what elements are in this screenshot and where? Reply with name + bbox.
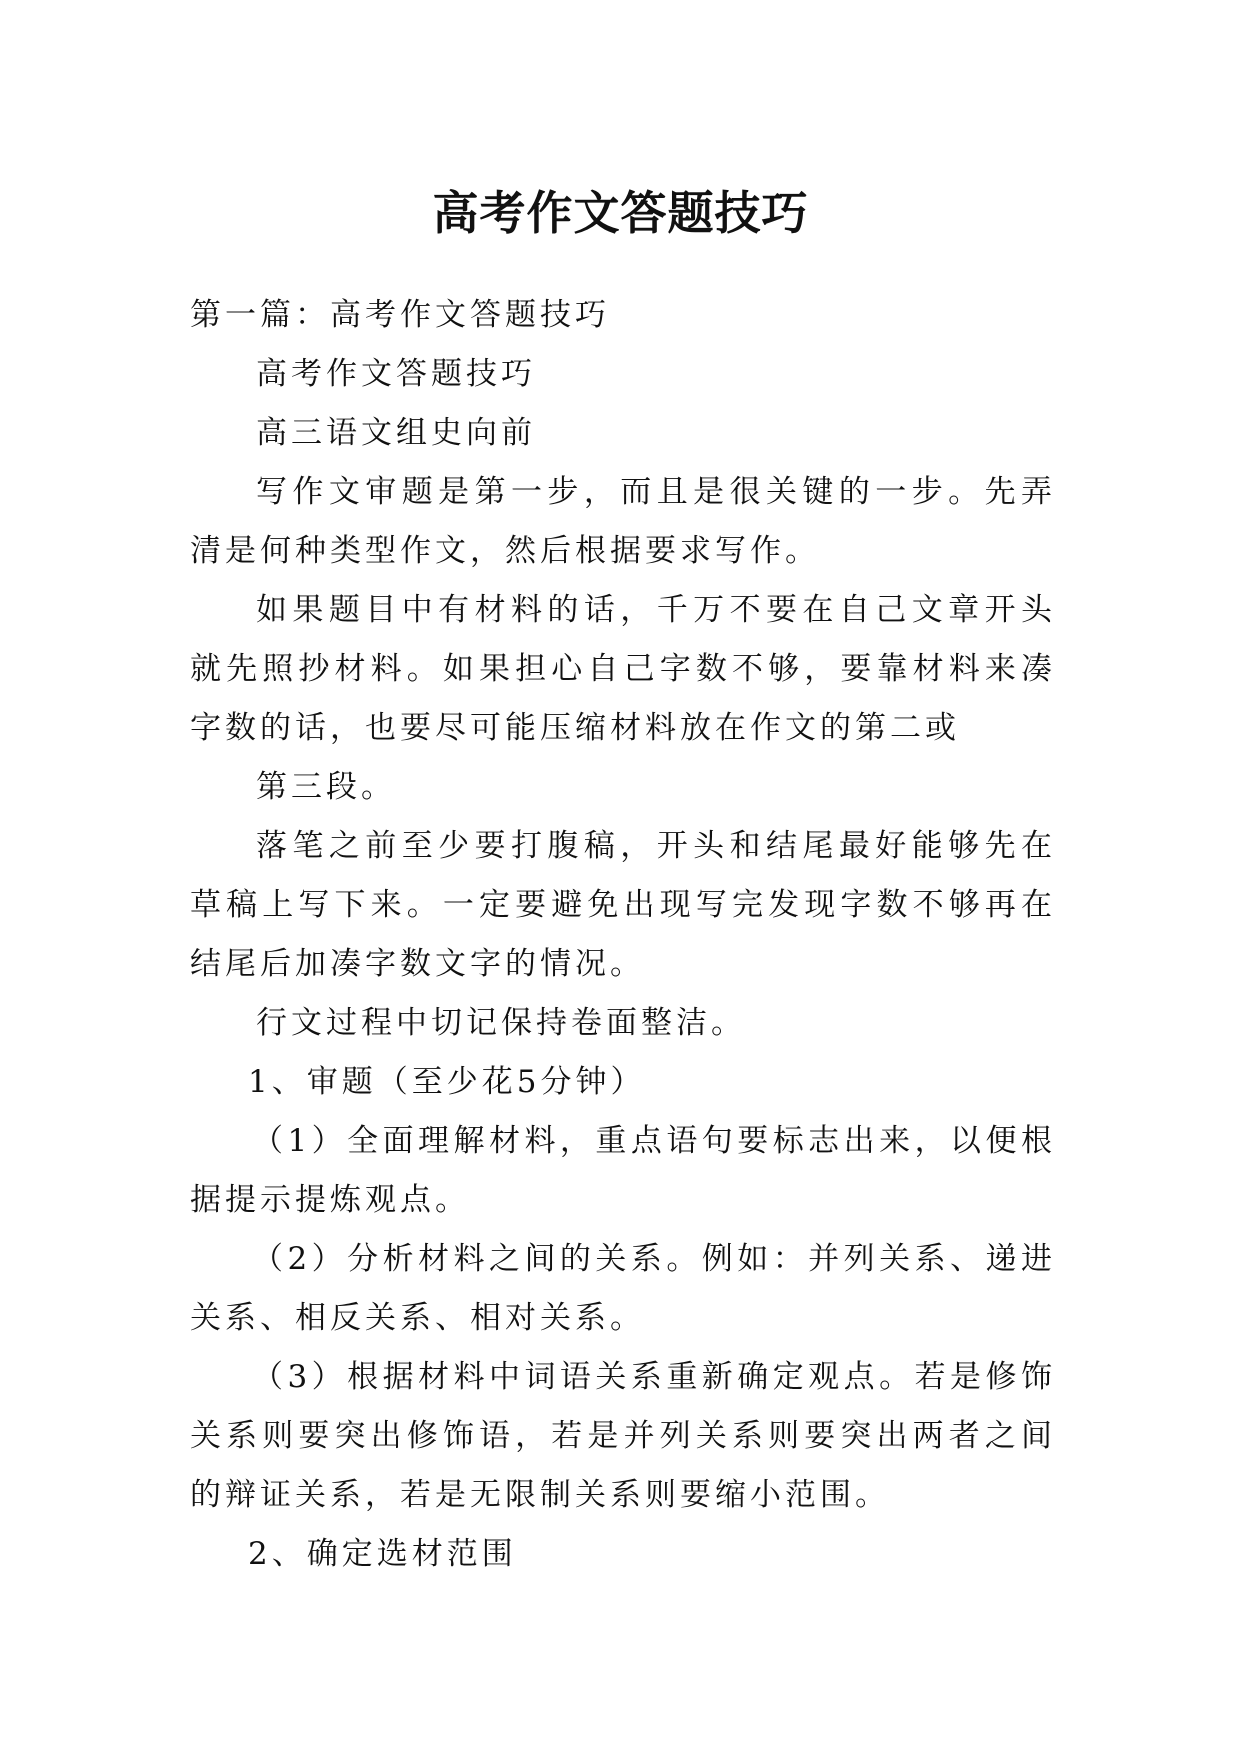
body-paragraph: 第三段。 bbox=[256, 769, 396, 805]
sub-item: （2）分析材料之间的关系。例如：并列关系、递进关系、相反关系、相对关系。 bbox=[190, 1241, 1056, 1336]
numbered-heading: 2、确定选材范围 bbox=[248, 1536, 517, 1572]
sub-item: （1）全面理解材料，重点语句要标志出来，以便根据提示提炼观点。 bbox=[190, 1123, 1056, 1218]
author-line: 高三语文组史向前 bbox=[256, 415, 536, 451]
body-paragraph: 如果题目中有材料的话，千万不要在自己文章开头就先照抄材料。如果担心自己字数不够，要靠材料来凑字数的话，也要尽可能压缩材料放在作文的第二或 bbox=[190, 592, 1056, 746]
body-paragraph: 写作文审题是第一步，而且是很关键的一步。先弄清是何种类型作文，然后根据要求写作。 bbox=[190, 474, 1056, 569]
sub-item: （3）根据材料中词语关系重新确定观点。若是修饰关系则要突出修饰语，若是并列关系则要突出两者之间的辩证关系，若是无限制关系则要缩小范围。 bbox=[190, 1359, 1056, 1513]
body-paragraph: 落笔之前至少要打腹稿，开头和结尾最好能够先在草稿上写下来。一定要避免出现写完发现字数不够再在结尾后加凑字数文字的情况。 bbox=[190, 828, 1056, 982]
document-body bbox=[190, 286, 1056, 1584]
body-paragraph: 行文过程中切记保持卷面整洁。 bbox=[256, 1005, 746, 1041]
section-heading: 第一篇：高考作文答题技巧 bbox=[190, 297, 610, 333]
document-title: 高考作文答题技巧 bbox=[432, 185, 809, 240]
article-title: 高考作文答题技巧 bbox=[256, 356, 536, 392]
numbered-heading: 1、审题（至少花5分钟） bbox=[248, 1064, 646, 1100]
